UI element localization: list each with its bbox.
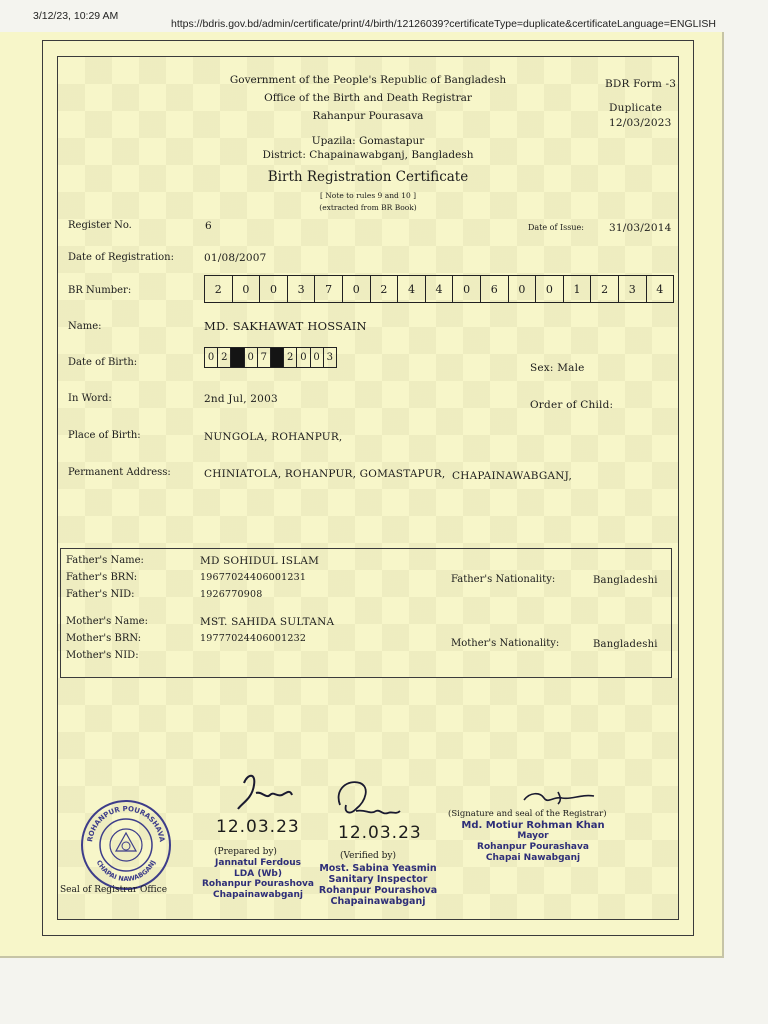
father-brn-value: 19677024406001231 bbox=[200, 572, 307, 583]
br-digit-box: 4 bbox=[398, 276, 426, 302]
br-digit-box: 7 bbox=[315, 276, 343, 302]
father-nationality-value: Bangladeshi bbox=[593, 575, 658, 586]
in-word-label: In Word: bbox=[68, 393, 112, 404]
office-heading: Office of the Birth and Death Registrar bbox=[264, 92, 472, 104]
br-digit-box: 0 bbox=[536, 276, 564, 302]
br-number-label: BR Number: bbox=[68, 285, 132, 296]
prepared-date: 12.03.23 bbox=[216, 817, 300, 837]
register-no-value: 6 bbox=[205, 220, 212, 232]
district-heading: District: Chapainawabganj, Bangladesh bbox=[262, 149, 474, 161]
place-of-birth-value: NUNGOLA, ROHANPUR, bbox=[204, 431, 343, 443]
br-digit-box: 3 bbox=[288, 276, 316, 302]
mother-nationality-label: Mother's Nationality: bbox=[451, 638, 560, 649]
prepared-stamp bbox=[198, 858, 318, 900]
br-digit-box: 2 bbox=[371, 276, 399, 302]
registrar-signature bbox=[518, 782, 608, 812]
br-digit-box: 0 bbox=[260, 276, 288, 302]
br-digit-box: 2 bbox=[591, 276, 619, 302]
copy-date: 12/03/2023 bbox=[609, 117, 672, 129]
verified-stamp bbox=[308, 863, 448, 907]
outer-border bbox=[42, 40, 694, 936]
in-word-value: 2nd Jul, 2003 bbox=[204, 393, 278, 405]
verified-stamp-line: Most. Sabina Yeasmin bbox=[319, 863, 437, 874]
dob-boxes bbox=[204, 347, 337, 368]
place-of-birth-label: Place of Birth: bbox=[68, 430, 141, 441]
verified-by-label: (Verified by) bbox=[340, 851, 396, 861]
registrar-stamp-line: Mayor bbox=[517, 831, 549, 841]
verified-stamp-line: Sanitary Inspector bbox=[328, 874, 428, 885]
browser-print-header bbox=[0, 10, 768, 30]
registrar-label: (Signature and seal of the Registrar) bbox=[448, 809, 607, 819]
print-timestamp: 3/12/23, 10:29 AM bbox=[33, 10, 119, 22]
dob-digit-box: 2 bbox=[284, 348, 297, 367]
verified-stamp-line: Rohanpur Pourashova bbox=[318, 885, 438, 896]
registrar-stamp-line: Rohanpur Pourashava bbox=[477, 842, 589, 852]
br-digit-box: 4 bbox=[656, 282, 664, 296]
dob-digit-box: 3 bbox=[326, 352, 333, 363]
prepared-by-label: (Prepared by) bbox=[214, 847, 277, 857]
verified-stamp-line: Chapainawabganj bbox=[330, 896, 426, 907]
seal-ring-top-text: ROHANPUR POURASHAVA bbox=[86, 804, 166, 843]
dob-digit-box: 0 bbox=[311, 348, 324, 367]
father-name-label: Father's Name: bbox=[66, 555, 144, 566]
certificate-title: Birth Registration Certificate bbox=[267, 169, 469, 185]
br-digit-box: 0 bbox=[453, 276, 481, 302]
mother-nationality-value: Bangladeshi bbox=[593, 639, 658, 650]
father-nid-label: Father's NID: bbox=[66, 589, 135, 600]
father-name-value: MD SOHIDUL ISLAM bbox=[200, 555, 320, 567]
dob-digit-box: 7 bbox=[258, 348, 271, 367]
br-digit-box: 1 bbox=[564, 276, 592, 302]
dob-digit-box: 0 bbox=[245, 348, 258, 367]
prepared-stamp-line: Rohanpur Pourashova bbox=[201, 879, 314, 889]
mother-name-label: Mother's Name: bbox=[66, 616, 148, 627]
br-digit-box: 0 bbox=[343, 276, 371, 302]
father-nid-value: 1926770908 bbox=[200, 589, 263, 600]
permanent-address-district: CHAPAINAWABGANJ, bbox=[452, 470, 573, 482]
order-of-child: Order of Child: bbox=[530, 399, 614, 411]
parents-section bbox=[60, 548, 672, 678]
prepared-stamp-line: Chapainawabganj bbox=[212, 889, 303, 900]
sex-value: Sex: Male bbox=[530, 362, 585, 374]
br-digit-box: 6 bbox=[481, 276, 509, 302]
date-of-issue-label: Date of Issue: bbox=[528, 223, 584, 232]
register-no-label: Register No. bbox=[68, 220, 132, 231]
registrar-stamp-line: Md. Motiur Rohman Khan bbox=[461, 820, 605, 831]
br-digit-box: 2 bbox=[205, 276, 233, 302]
registrar-stamp bbox=[448, 820, 618, 864]
mother-name-value: MST. SAHIDA SULTANA bbox=[200, 616, 335, 628]
mother-brn-value: 19777024406001232 bbox=[200, 633, 307, 644]
prepared-stamp-line: Jannatul Ferdous bbox=[215, 858, 301, 868]
permanent-address-value: CHINIATOLA, ROHANPUR, GOMASTAPUR, bbox=[204, 468, 446, 480]
br-digit-box: 3 bbox=[619, 276, 647, 302]
certificate-body bbox=[57, 56, 679, 920]
date-of-issue-value: 31/03/2014 bbox=[609, 222, 672, 234]
mother-nid-label: Mother's NID: bbox=[66, 650, 139, 661]
father-nationality-label: Father's Nationality: bbox=[451, 574, 556, 585]
verified-date: 12.03.23 bbox=[338, 823, 422, 843]
upazila-heading: Upazila: Gomastapur bbox=[311, 135, 425, 147]
date-of-registration-label: Date of Registration: bbox=[68, 252, 174, 263]
form-number: BDR Form -3 bbox=[605, 78, 677, 90]
seal-ring-bottom-text: CHAPAI NAWABGANJ bbox=[94, 858, 158, 884]
dob-separator-box bbox=[271, 348, 284, 367]
mother-brn-label: Mother's BRN: bbox=[66, 633, 142, 644]
br-digit-box: 4 bbox=[426, 276, 454, 302]
govt-heading: Government of the People's Republic of Bangladesh bbox=[229, 74, 507, 86]
copy-type: Duplicate bbox=[609, 102, 662, 114]
dob-digit-box: 0 bbox=[205, 348, 218, 367]
br-book-note: (extracted from BR Book) bbox=[319, 203, 417, 212]
br-number-boxes bbox=[204, 275, 674, 303]
dob-digit-box: 2 bbox=[218, 348, 231, 367]
br-digit-box: 0 bbox=[509, 276, 537, 302]
print-url: https://bdris.gov.bd/admin/certificate/print/4/birth/12126039?certificateType=duplicate&certificateLanguage=ENGLISH bbox=[171, 18, 716, 30]
prepared-stamp-line: LDA (Wb) bbox=[234, 868, 282, 879]
name-value: MD. SAKHAWAT HOSSAIN bbox=[204, 319, 367, 333]
registrar-office-seal bbox=[78, 797, 174, 893]
br-digit-box: 0 bbox=[233, 276, 261, 302]
prepared-by-signature bbox=[226, 769, 306, 821]
dob-label: Date of Birth: bbox=[68, 357, 138, 368]
certificate-sheet bbox=[0, 32, 724, 958]
dob-digit-box: 0 bbox=[297, 348, 310, 367]
permanent-address-label: Permanent Address: bbox=[68, 467, 171, 478]
father-brn-label: Father's BRN: bbox=[66, 572, 138, 583]
date-of-registration-value: 01/08/2007 bbox=[204, 252, 267, 264]
seal-label: Seal of Registrar Office bbox=[60, 885, 168, 895]
registrar-stamp-line: Chapai Nawabganj bbox=[485, 853, 581, 863]
pourasava-heading: Rahanpur Pourasava bbox=[312, 110, 424, 122]
rules-note: [ Note to rules 9 and 10 ] bbox=[319, 191, 417, 200]
dob-separator-box bbox=[231, 348, 244, 367]
name-label: Name: bbox=[68, 321, 102, 332]
